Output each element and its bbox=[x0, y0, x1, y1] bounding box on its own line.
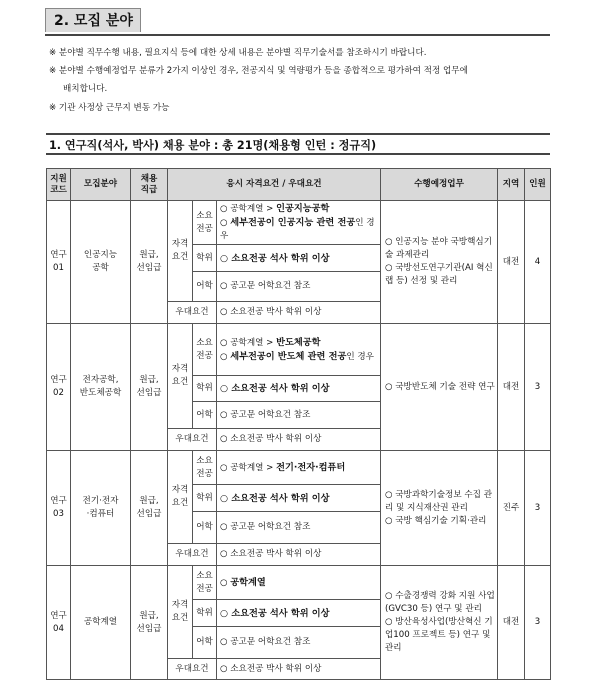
region-cell: 대전 bbox=[498, 201, 525, 324]
duty-cell: ○ 수출경쟁력 강화 지원 사업(GVC30 등) 연구 및 관리 ○ 방산육성사업(방산혁신 기업100 프로젝트 등) 연구 및 관리 bbox=[381, 566, 498, 680]
pref-label: 우대요건 bbox=[168, 544, 217, 566]
degree-cell: ○ 소요전공 석사 학위 이상 bbox=[217, 485, 381, 512]
degree-label: 학위 bbox=[193, 376, 217, 402]
grade-cell: 원급, 선임급 bbox=[131, 566, 168, 680]
lang-cell: ○ 공고문 어학요건 참조 bbox=[217, 272, 381, 302]
field-cell: 전기·전자 ·컴퓨터 bbox=[71, 451, 131, 566]
pref-cell: ○ 소요전공 박사 학위 이상 bbox=[217, 544, 381, 566]
header-grade: 채용 직급 bbox=[131, 169, 168, 201]
qual-label: 자격 요건 bbox=[168, 201, 193, 302]
major-emphasis: 세부전공이 반도체 관련 전공 bbox=[230, 350, 347, 362]
section-title: 2. 모집 분야 bbox=[45, 8, 141, 32]
region-cell: 대전 bbox=[498, 324, 525, 451]
note-line: 배치합니다. bbox=[63, 84, 108, 95]
duty-cell: ○ 국방반도체 기술 전략 연구 bbox=[381, 324, 498, 451]
grade-cell: 원급, 선임급 bbox=[131, 451, 168, 566]
lang-label: 어학 bbox=[193, 627, 217, 659]
code-cell: 연구 03 bbox=[47, 451, 71, 566]
pref-label: 우대요건 bbox=[168, 429, 217, 451]
region-cell: 대전 bbox=[498, 566, 525, 680]
pref-label: 우대요건 bbox=[168, 302, 217, 324]
duty-cell: ○ 국방과학기술정보 수집 관리 및 지식재산권 관리 ○ 국방 핵심기술 기획·관리 bbox=[381, 451, 498, 566]
subsection-title: 1. 연구직(석사, 박사) 채용 분야 : 총 21명(채용형 인턴 : 정규직) bbox=[46, 133, 550, 155]
count-cell: 4 bbox=[525, 201, 551, 324]
major-cell bbox=[217, 566, 381, 600]
major-suffix: 인 경우 bbox=[220, 218, 375, 241]
major-suffix: 인 경우 bbox=[346, 351, 374, 362]
lang-cell: ○ 공고문 어학요건 참조 bbox=[217, 512, 381, 544]
major-prefix: ○ bbox=[220, 351, 231, 362]
pref-cell: ○ 소요전공 박사 학위 이상 bbox=[217, 429, 381, 451]
pref-label: 우대요건 bbox=[168, 659, 217, 680]
code-cell: 연구 04 bbox=[47, 566, 71, 680]
header-region: 지역 bbox=[498, 169, 525, 201]
major-prefix: ○ bbox=[220, 218, 231, 228]
degree-label: 학위 bbox=[193, 485, 217, 512]
code-cell: 연구 01 bbox=[47, 201, 71, 324]
note-line: ※ 분야별 직무수행 내용, 필요지식 등에 대한 상세 내용은 분야별 직무기술서를 참조하시기 바랍니다. bbox=[49, 48, 427, 58]
major-emphasis: 인공지능공학 bbox=[276, 203, 330, 214]
lang-label: 어학 bbox=[193, 272, 217, 302]
major-label: 소요 전공 bbox=[193, 324, 217, 376]
major-label: 소요 전공 bbox=[193, 566, 217, 600]
degree-cell: ○ 소요전공 석사 학위 이상 bbox=[217, 600, 381, 627]
major-emphasis: 반도체공학 bbox=[276, 336, 321, 348]
qual-label: 자격 요건 bbox=[168, 451, 193, 544]
degree-label: 학위 bbox=[193, 600, 217, 627]
major-prefix: ○ 공학계열 > bbox=[220, 204, 277, 214]
degree-cell: ○ 소요전공 석사 학위 이상 bbox=[217, 245, 381, 272]
grade-cell: 원급, 선임급 bbox=[131, 324, 168, 451]
count-cell: 3 bbox=[525, 566, 551, 680]
field-cell: 인공지능 공학 bbox=[71, 201, 131, 324]
duty-cell: ○ 인공지능 분야 국방핵심기술 과제관리 ○ 국방선도연구기관(AI 혁신랩 등) 선정 및 관리 bbox=[381, 201, 498, 324]
header-field: 모집분야 bbox=[71, 169, 131, 201]
lang-label: 어학 bbox=[193, 512, 217, 544]
count-cell: 3 bbox=[525, 324, 551, 451]
major-emphasis: 세부전공이 인공지능 관련 전공 bbox=[230, 217, 356, 228]
region-cell: 진주 bbox=[498, 451, 525, 566]
field-cell: 공학계열 bbox=[71, 566, 131, 680]
table-row bbox=[47, 566, 551, 600]
field-cell: 전자공학, 반도체공학 bbox=[71, 324, 131, 451]
major-emphasis: 전기·전자·컴퓨터 bbox=[276, 461, 346, 473]
section-header bbox=[45, 8, 550, 36]
qual-label: 자격 요건 bbox=[168, 324, 193, 429]
table-row bbox=[47, 451, 551, 485]
count-cell: 3 bbox=[525, 451, 551, 566]
table-row bbox=[47, 324, 551, 376]
degree-cell: ○ 소요전공 석사 학위 이상 bbox=[217, 376, 381, 402]
header-count: 인원 bbox=[525, 169, 551, 201]
note-line: ※ 분야별 수행예정업무 분류가 2가지 이상인 경우, 전공지식 및 역량평가 등을 종합적으로 평가하여 적정 업무에 bbox=[49, 66, 468, 77]
recruitment-table bbox=[46, 168, 551, 680]
major-label: 소요 전공 bbox=[193, 451, 217, 485]
code-cell: 연구 02 bbox=[47, 324, 71, 451]
header-qualification: 응시 자격요건 / 우대요건 bbox=[168, 169, 381, 201]
notes bbox=[49, 44, 559, 117]
lang-cell: ○ 공고문 어학요건 참조 bbox=[217, 627, 381, 659]
major-emphasis: 공학계열 bbox=[230, 576, 266, 588]
header-duty: 수행예정업무 bbox=[381, 169, 498, 201]
major-label: 소요 전공 bbox=[193, 201, 217, 245]
major-cell bbox=[217, 324, 381, 376]
lang-label: 어학 bbox=[193, 402, 217, 429]
degree-label: 학위 bbox=[193, 245, 217, 272]
major-cell bbox=[217, 451, 381, 485]
grade-cell: 원급, 선임급 bbox=[131, 201, 168, 324]
major-prefix: ○ 공학계열 > bbox=[220, 337, 277, 348]
note-line: ※ 기관 사정상 근무지 변동 가능 bbox=[49, 102, 170, 113]
major-prefix: ○ 공학계열 > bbox=[220, 462, 277, 473]
pref-cell: ○ 소요전공 박사 학위 이상 bbox=[217, 659, 381, 680]
header-code: 지원 코드 bbox=[47, 169, 71, 201]
major-cell bbox=[217, 201, 381, 245]
qual-label: 자격 요건 bbox=[168, 566, 193, 659]
table-row bbox=[47, 201, 551, 245]
lang-cell: ○ 공고문 어학요건 참조 bbox=[217, 402, 381, 429]
table-header-row bbox=[47, 169, 551, 201]
pref-cell: ○ 소요전공 박사 학위 이상 bbox=[217, 302, 381, 324]
major-prefix: ○ bbox=[220, 577, 231, 588]
